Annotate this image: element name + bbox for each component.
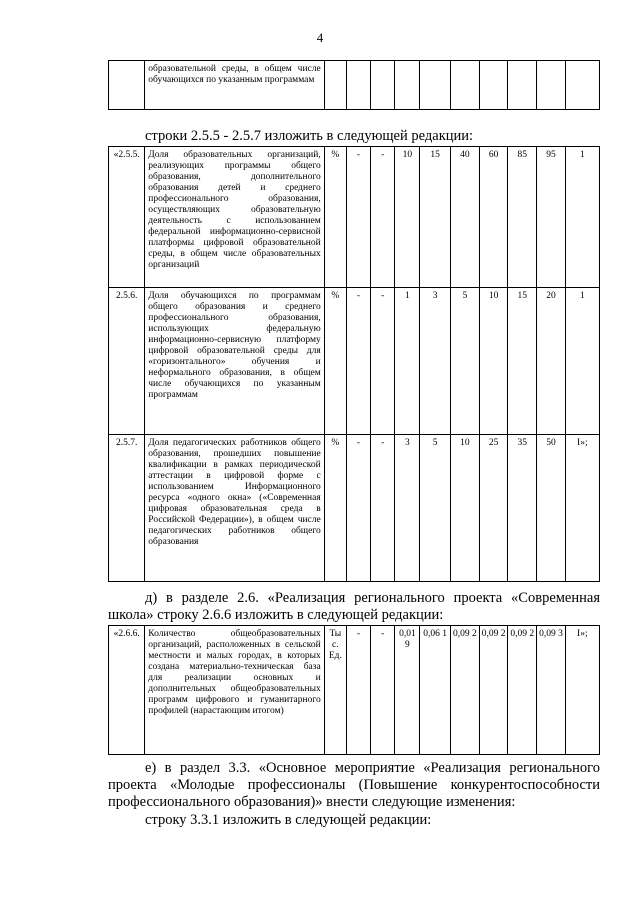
table-row: 2.5.7. Доля педагогических работников общего образования, прошедших повышение квалификации в рамках периодической аттестации в цифровой форме с использованием Информационного ресурса «одного окна» («Современная цифровая образовательная среда в Российской Федерации»), в общем числе педагогических работников общего образования % - - 3 5 10 25 35 50 I»;	[109, 435, 600, 582]
indicator-name: Доля обучающихся по программам общего образования и среднего профессионального образования, использующих федеральную информационно-сервисную платформу цифровой образовательной среды для «горизонтального» обучения и неформального образования, в общем числе обучающихся по указанным программам	[145, 288, 324, 435]
indicator-name: Доля педагогических работников общего образования, прошедших повышение квалификации в рамках периодической аттестации в цифровой форме с использованием Информационного ресурса «одного окна» («Современная цифровая образовательная среда в Российской Федерации»), в общем числе педагогических работников общего образования	[145, 435, 324, 582]
table-row	[109, 61, 600, 110]
indicator-name: Количество общеобразовательных организаций, расположенных в сельской местности и малых городах, в которых создана материально-техническая база для реализации основных и дополнительных общеобразовательных программ цифрового и гуманитарного профилей (нарастающим итогом)	[145, 626, 324, 755]
indicators-table-2-5	[108, 146, 600, 582]
continuation-table	[108, 60, 600, 110]
indicator-name: Доля образовательных организаций, реализующих программы общего образования, дополнительного образования детей и среднего профессионального образования, осуществляющих образовательную деятельность с использованием федеральной информационно-сервисной платформы цифровой образовательной среды, в общем числе образовательных организаций	[145, 147, 324, 288]
page-number: 4	[316, 30, 324, 45]
table-row: «2.5.5. Доля образовательных организаций, реализующих программы общего образования, дополнительного образования детей и среднего профессионального образования, осуществляющих образовательную деятельность с использованием федеральной информационно-сервисной платформы цифровой образовательной среды, в общем числе образовательных организаций % - - 10 15 40 60 85 95 1	[109, 147, 600, 288]
indicator-name: образовательной среды, в общем числе обучающихся по указанным программам	[145, 61, 324, 110]
indicators-table-2-6	[108, 625, 600, 755]
instruction-rows-2-5: строки 2.5.5 - 2.5.7 изложить в следующей редакции:	[145, 128, 474, 144]
table-row: 2.5.6. Доля обучающихся по программам общего образования и среднего профессионального образования, использующих федеральную информационно-сервисную платформу цифровой образовательной среды для «горизонтального» обучения и неформального образования, в общем числе обучающихся по указанным программам % - - 1 3 5 10 15 20 1	[109, 288, 600, 435]
table-row: «2.6.6. Количество общеобразовательных организаций, расположенных в сельской местности и малых городах, в которых создана материально-техническая база для реализации основных и дополнительных общеобразовательных программ цифрового и гуманитарного профилей (нарастающим итогом) Ты с. Ед. - - 0,01 9 0,06 1 0,09 2 0,09 2 0,09 2 0,09 3 I»;	[109, 626, 600, 755]
instruction-row-3-3-1: строку 3.3.1 изложить в следующей редакции:	[145, 812, 432, 828]
instruction-section-2-6: д) в разделе 2.6. «Реализация регионального проекта «Современная школа» строку 2.6.6 изложить в следующей редакции:	[108, 590, 600, 623]
instruction-section-3-3: е) в раздел 3.3. «Основное мероприятие «Реализация регионального проекта «Молодые профессионалы (Повышение конкурентоспособности профессионального образования)» внести следующие изменения:	[108, 760, 600, 810]
